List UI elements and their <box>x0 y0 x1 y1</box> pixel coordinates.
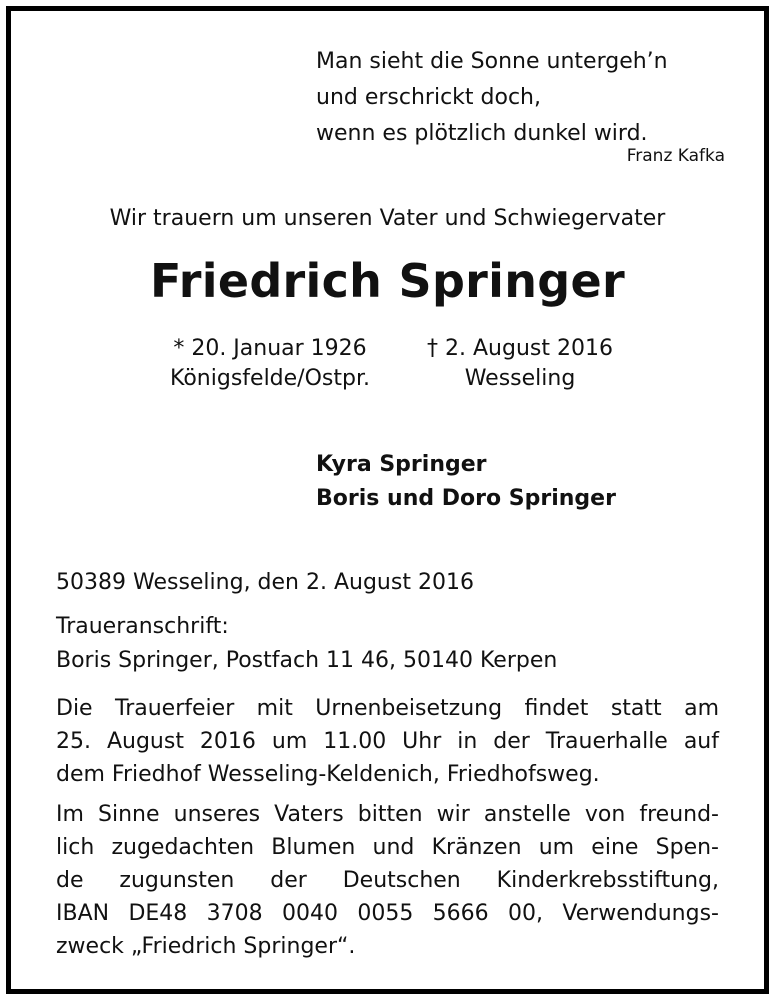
mourning-intro: Wir trauern um unseren Vater und Schwiegervater <box>109 206 666 231</box>
paragraph-line: dem Friedhof Wesseling-Keldenich, Friedhofsweg. <box>56 762 600 787</box>
paragraph-line: Im Sinne unseres Vaters bitten wir anstelle von freund- <box>56 802 719 827</box>
deceased-name: Friedrich Springer <box>149 254 625 308</box>
death-info <box>400 334 640 394</box>
paragraph-line: Die Trauerfeier mit Urnenbeisetzung findet statt am <box>56 696 719 721</box>
paragraph-line: IBAN DE48 3708 0040 0055 5666 00, Verwendungs- <box>56 901 719 926</box>
ceremony-paragraph <box>56 692 719 791</box>
mourner-name: Kyra Springer <box>316 452 487 477</box>
mourners-list <box>316 448 616 516</box>
epigraph-quote <box>316 44 668 152</box>
place-date: 50389 Wesseling, den 2. August 2016 <box>56 570 474 595</box>
quote-line: und erschrickt doch, <box>316 85 541 110</box>
donation-paragraph <box>56 798 719 963</box>
mourner-name: Boris und Doro Springer <box>316 486 616 511</box>
birth-place: Königsfelde/Ostpr. <box>170 366 370 391</box>
birth-info <box>150 334 390 394</box>
quote-line: Man sieht die Sonne untergeh’n <box>316 49 668 74</box>
quote-line: wenn es plötzlich dunkel wird. <box>316 121 648 146</box>
death-date: † 2. August 2016 <box>427 336 613 361</box>
address-value: Boris Springer, Postfach 11 46, 50140 Kerpen <box>56 648 558 673</box>
birth-date: * 20. Januar 1926 <box>173 336 367 361</box>
death-place: Wesseling <box>464 366 576 391</box>
address-label: Traueranschrift: <box>56 614 229 639</box>
paragraph-line: zweck „Friedrich Springer“. <box>56 934 356 959</box>
quote-author: Franz Kafka <box>626 146 725 166</box>
paragraph-line: 25. August 2016 um 11.00 Uhr in der Trauerhalle auf <box>56 729 719 754</box>
paragraph-line: lich zugedachten Blumen und Kränzen um eine Spen- <box>56 835 719 860</box>
contact-info <box>56 566 557 678</box>
paragraph-line: de zugunsten der Deutschen Kinderkrebsstiftung, <box>56 868 719 893</box>
